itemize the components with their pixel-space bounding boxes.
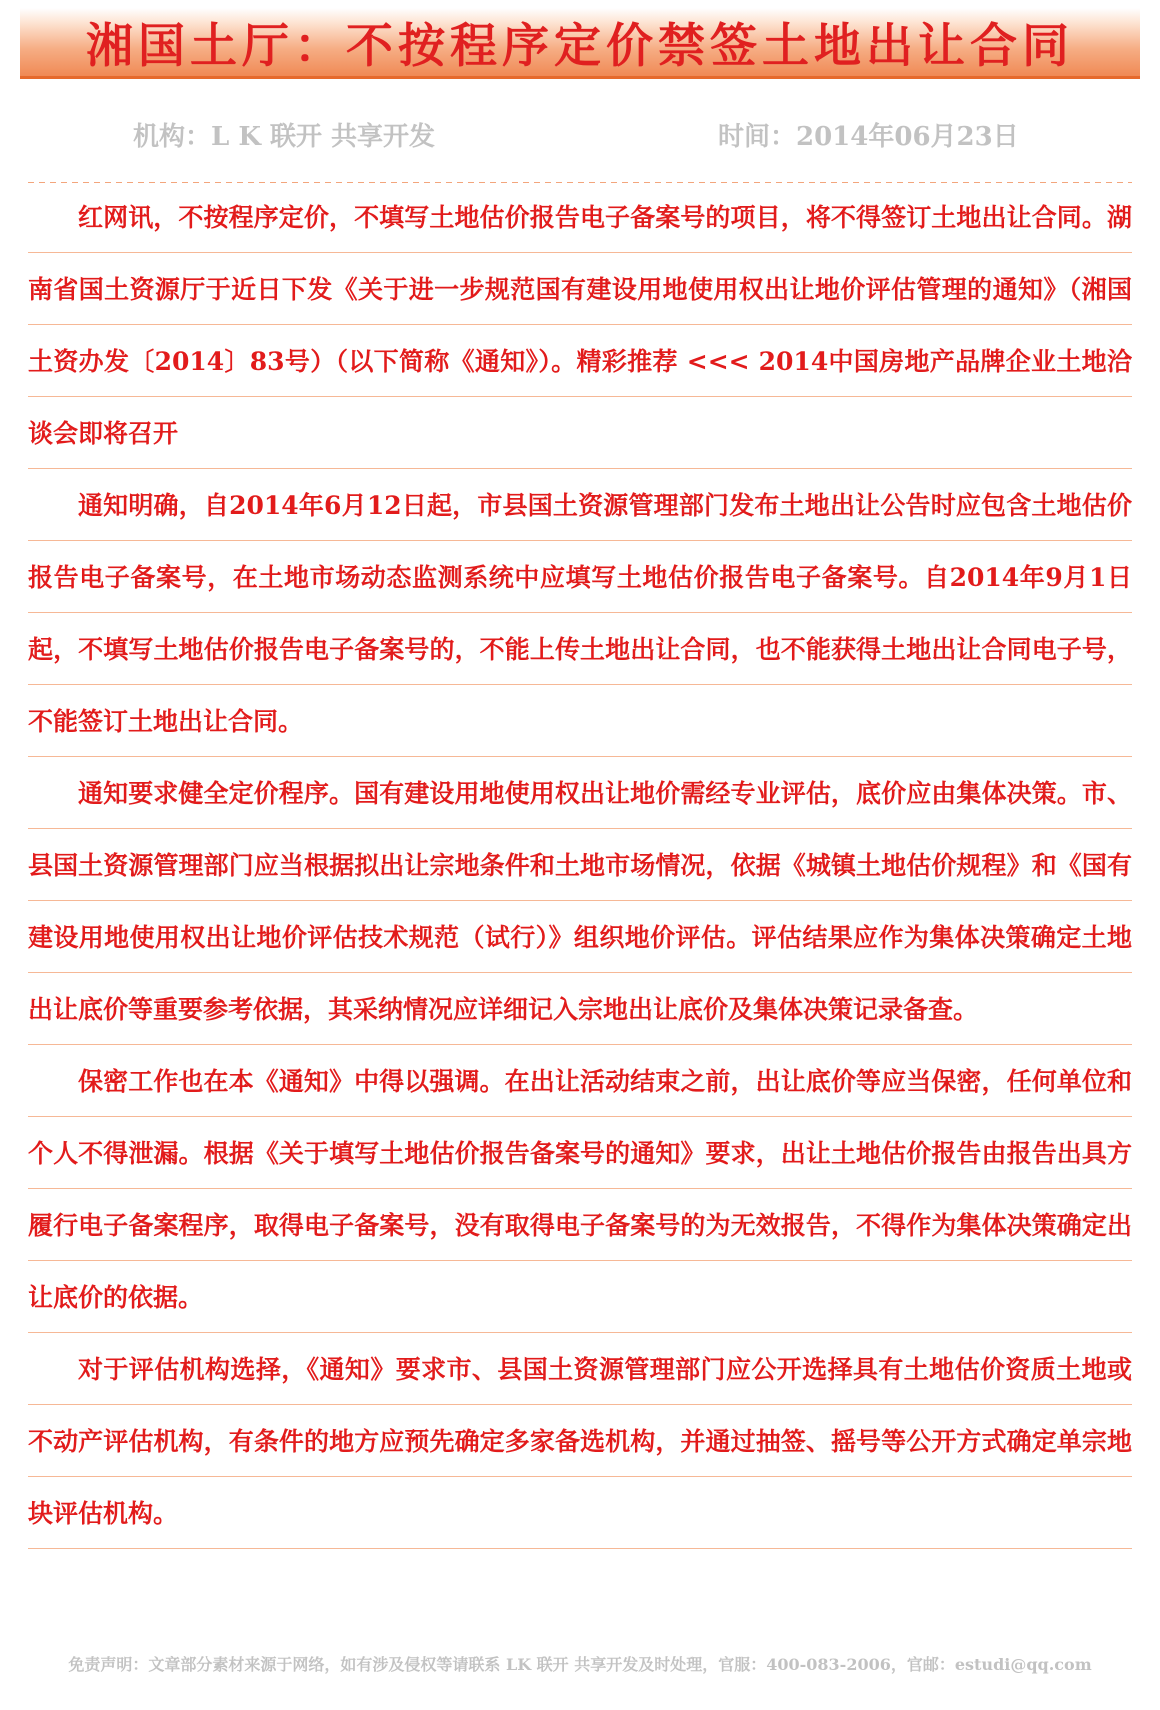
article-paragraph: 红网讯，不按程序定价，不填写土地估价报告电子备案号的项目，将不得签订土地出让合同。湖南省国土资源厅于近日下发《关于进一步规范国有建设用地使用权出让地价评估管理的通知》（湘国土资办发〔2014〕83号）（以下简称《通知》）。精彩推荐 <<< 2014中国房地产品牌企业土地洽谈会即将召开 <box>28 182 1132 470</box>
article-paragraph: 保密工作也在本《通知》中得以强调。在出让活动结束之前，出让底价等应当保密，任何单位和个人不得泄漏。根据《关于填写土地估价报告备案号的通知》要求，出让土地估价报告由报告出具方履行电子备案程序，取得电子备案号，没有取得电子备案号的为无效报告，不得作为集体决策确定出让底价的依据。 <box>28 1046 1132 1334</box>
article-paragraph: 通知要求健全定价程序。国有建设用地使用权出让地价需经专业评估，底价应由集体决策。市、县国土资源管理部门应当根据拟出让宗地条件和土地市场情况，依据《城镇土地估价规程》和《国有建设用地使用权出让地价评估技术规范（试行）》组织地价评估。评估结果应作为集体决策确定土地出让底价等重要参考依据，其采纳情况应详细记入宗地出让底价及集体决策记录备查。 <box>28 758 1132 1046</box>
disclaimer-footer: 免责声明：文章部分素材来源于网络，如有涉及侵权等请联系 LK 联开 共享开发及时处理，官服：400-083-2006，官邮：estudi@qq.com <box>68 1655 1092 1674</box>
source-org: 机构：L K 联开 共享开发 <box>133 122 436 152</box>
page-title: 湘国土厅：不按程序定价禁签土地出让合同 <box>86 18 1074 74</box>
article-body <box>28 182 1132 1550</box>
title-banner <box>20 8 1140 79</box>
article-paragraph: 通知明确，自2014年6月12日起，市县国土资源管理部门发布土地出让公告时应包含土地估价报告电子备案号，在土地市场动态监测系统中应填写土地估价报告电子备案号。自2014年9月1日起，不填写土地估价报告电子备案号的，不能上传土地出让合同，也不能获得土地出让合同电子号，不能签订土地出让合同。 <box>28 470 1132 758</box>
article-paragraph: 对于评估机构选择，《通知》要求市、县国土资源管理部门应公开选择具有土地估价资质土地或不动产评估机构，有条件的地方应预先确定多家备选机构，并通过抽签、摇号等公开方式确定单宗地块评估机构。 <box>28 1334 1132 1550</box>
publish-time: 时间：2014年06月23日 <box>718 122 1019 152</box>
